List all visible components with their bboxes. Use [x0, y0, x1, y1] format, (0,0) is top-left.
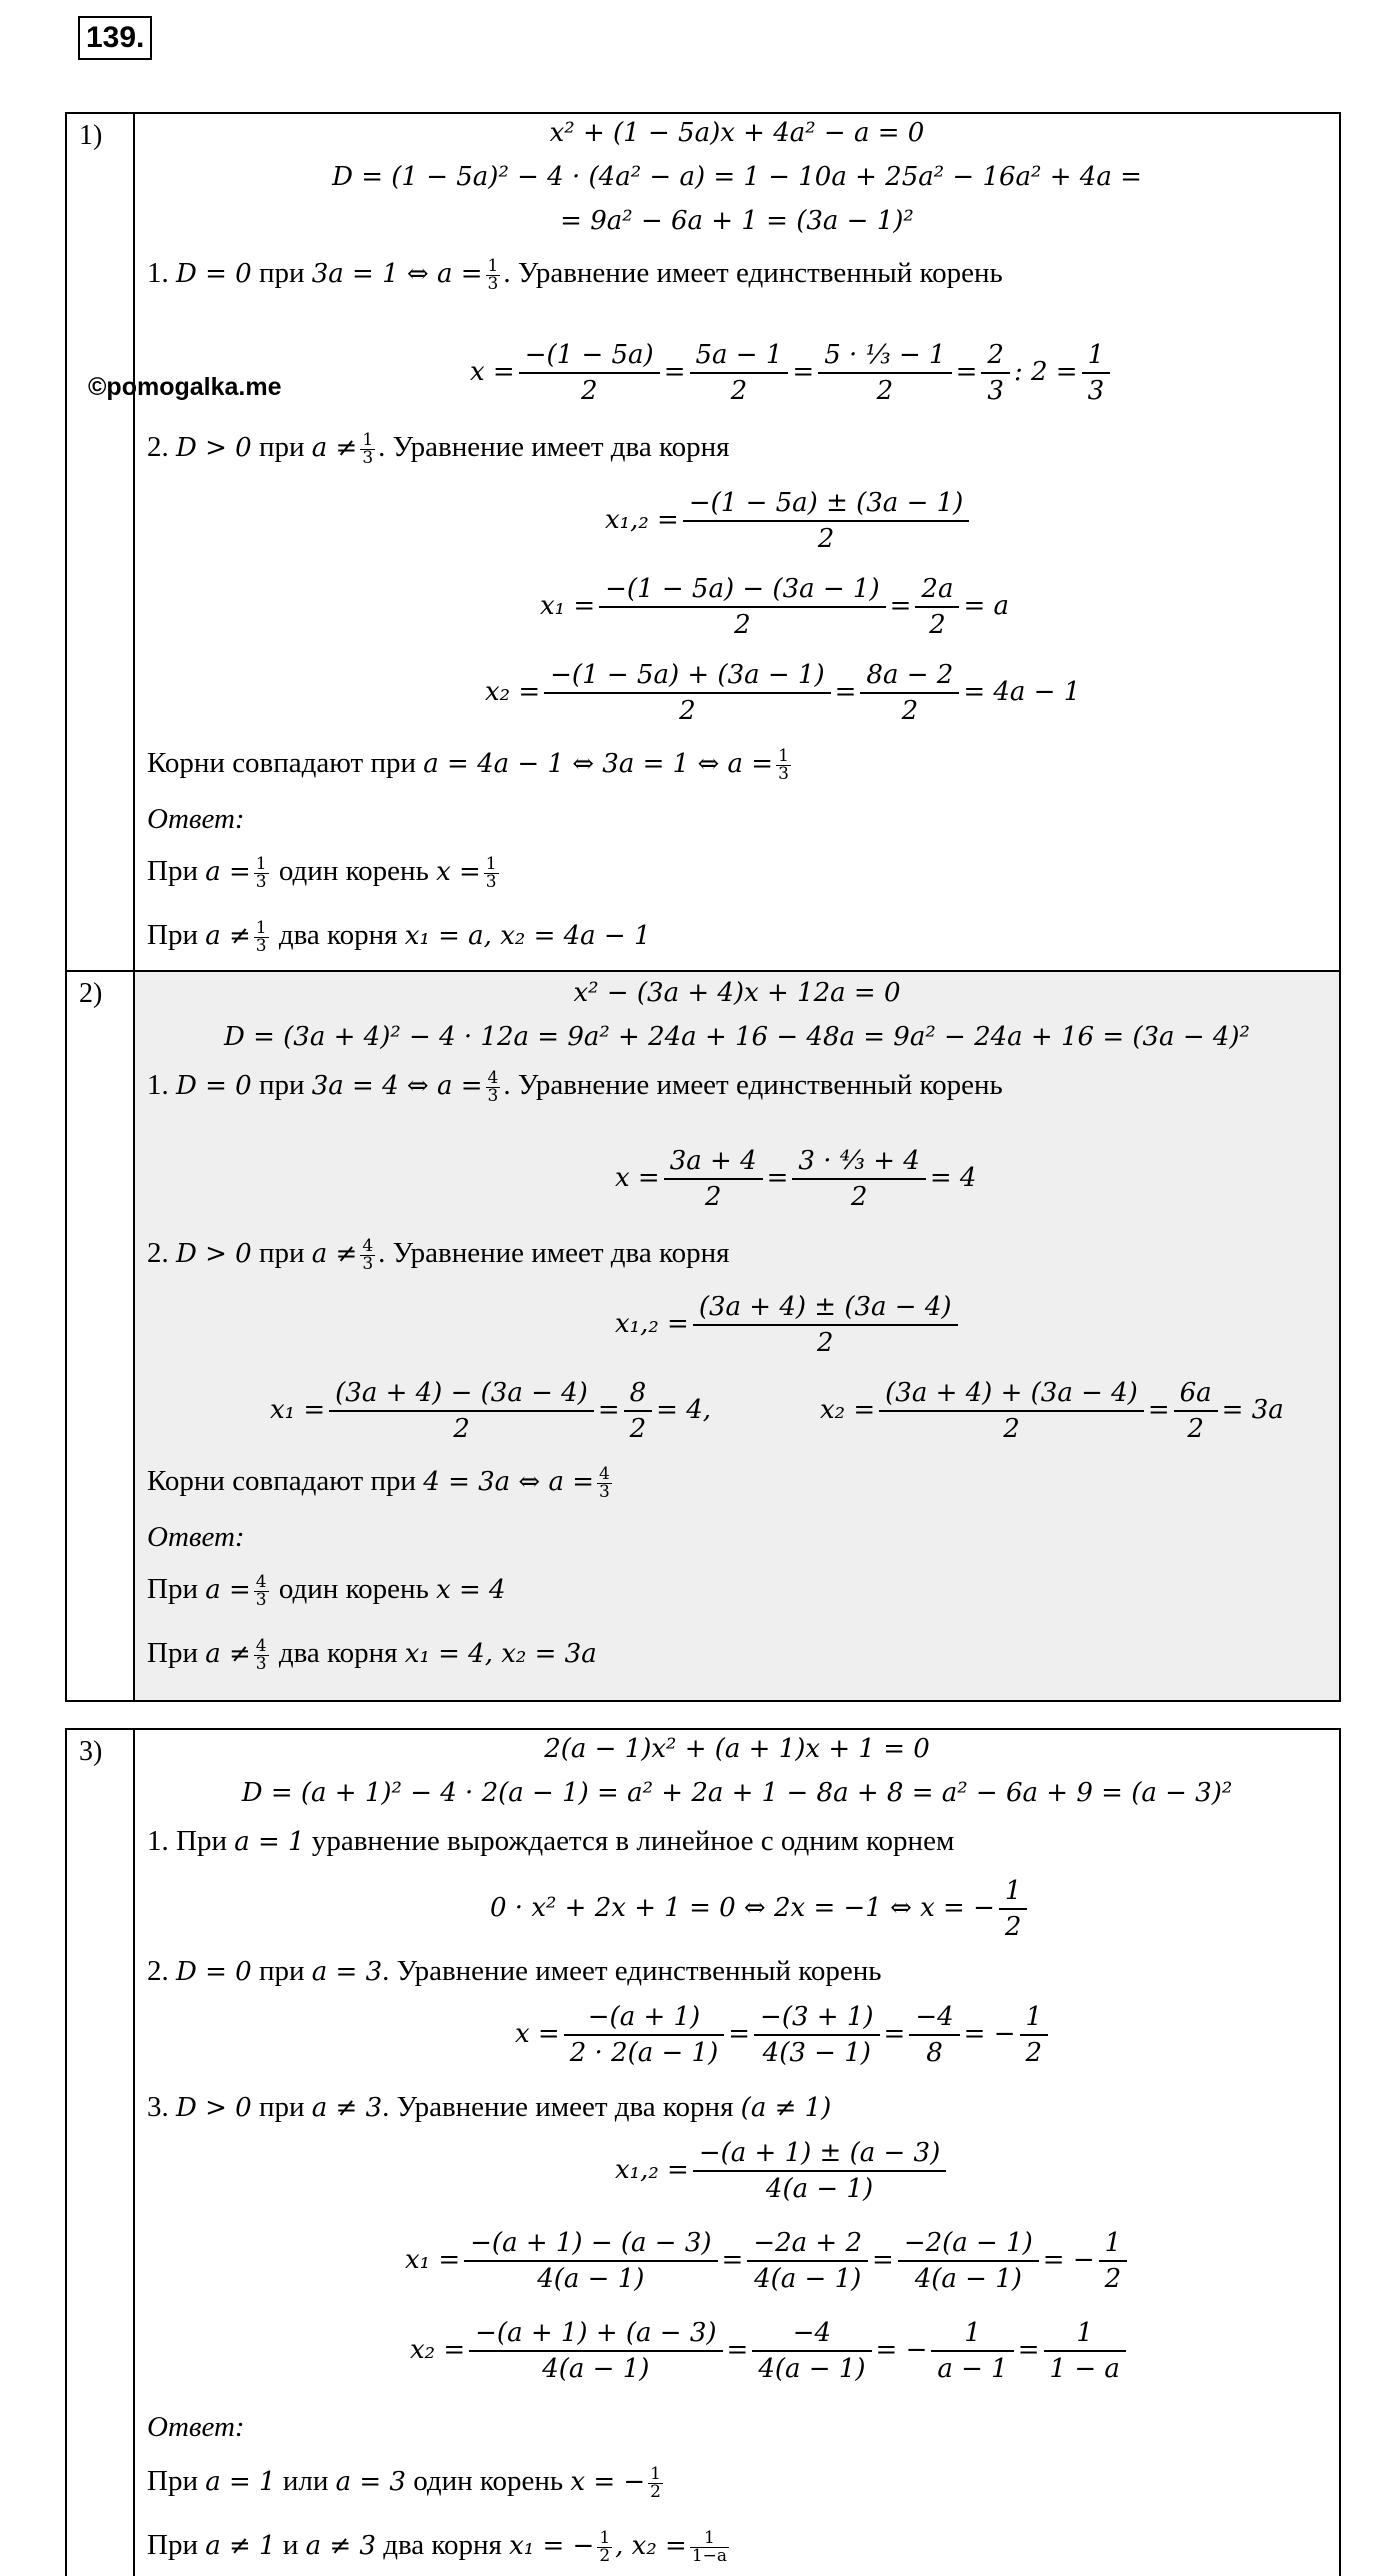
equation: 2(a − 1)x² + (a + 1)x + 1 = 0 [544, 1734, 930, 1764]
block-content [135, 1730, 1339, 2576]
answer-label: Ответ: [147, 803, 245, 835]
root-x1-formula: x₁ = $\frac{-(1 - 5a) - (3a - 1)}{2}$ = $\frac{2a}{2}$ = a [540, 574, 1010, 640]
root-x2-formula: x₂ = $\frac{(3a + 4) + (3a - 4)}{2}$ = $\frac{6a}{2}$ = 3a [820, 1378, 1284, 1444]
root-x1-formula: x₁ = $\frac{-(a + 1) - (a - 3)}{4(a - 1)}$ = $\frac{-2a + 2}{4(a - 1)}$ = $\frac{-2(a - 1)}{4(a - 1)}$ = − $\frac{1}{2}$ [405, 2226, 1131, 2296]
case-1-line: 1. При a = 1 уравнение вырождается в линейное с одним корнем [147, 1825, 955, 1857]
equation: x² − (3a + 4)x + 12a = 0 [573, 978, 901, 1008]
case-3-line: 3. D > 0 при a ≠ 3. Уравнение имеет два корня (a ≠ 1) [147, 2091, 832, 2123]
answer-label: Ответ: [147, 2411, 245, 2443]
block-label: 2) [67, 972, 135, 1700]
problem-number: 139. [78, 16, 152, 60]
single-root-formula: x = $\frac{3a + 4}{2}$ = $\frac{\text{3 · ⁴⁄₃ + 4}}{2}$ = 4 [615, 1146, 977, 1212]
block-content [135, 114, 1339, 970]
root-x1-formula: x₁ = $\frac{(3a + 4) - (3a - 4)}{2}$ = $\frac{8}{2}$ = 4, [270, 1378, 712, 1444]
equation: x² + (1 − 5a)x + 4a² − a = 0 [549, 118, 925, 148]
case-2-line: 2. D = 0 при a = 3. Уравнение имеет единственный корень [147, 1955, 882, 1987]
linear-root-formula: 0 · x² + 2x + 1 = 0 ⇔ 2x = −1 ⇔ x = − $\frac{1}{2}$ [490, 1874, 1031, 1944]
block-label: 3) [67, 1730, 135, 2576]
discriminant-line-2: = 9a² − 6a + 1 = (3a − 1)² [560, 206, 914, 236]
roots-formula: x₁,₂ = $\frac{-(1 - 5a) \pm (3a - 1)}{2}$ [605, 486, 973, 556]
discriminant-line: D = (3a + 4)² − 4 · 12a = 9a² + 24a + 16 − 48a = 9a² − 24a + 16 = (3a − 4)² [224, 1022, 1250, 1052]
root-x2-formula: x₂ = $\frac{-(1 - 5a) + (3a - 1)}{2}$ = $\frac{8a - 2}{2}$ = 4a − 1 [485, 660, 1081, 726]
answer-line-1: При a = 1 или a = 3 один корень x = − $\frac{1}{2}$ [147, 2463, 661, 2502]
case-2-line: 2. D > 0 при a ≠ $\frac{1}{3}$ . Уравнение имеет два корня [147, 429, 730, 468]
single-root-formula: x = $\frac{-(1 - 5a)}{2}$ = $\frac{5a - 1}{2}$ = $\frac{\text{5 · ⅓ − 1}}{2}$ = $\frac{2}{3}$ : 2 = $\frac{1}{3}$ [470, 338, 1114, 408]
answer-line-2: При a ≠ $\frac{4}{3}$ два корня x₁ = 4, x₂ = 3a [147, 1635, 597, 1674]
root-x2-formula: x₂ = $\frac{-(a + 1) + (a - 3)}{4(a - 1)}$ = $\frac{-4}{4(a - 1)}$ = − $\frac{1}{a - 1}$ = $\frac{1}{1 - a}$ [410, 2316, 1130, 2386]
case-1-line: 1. D = 0 при 3a = 4 ⇔ a = $\frac{4}{3}$ . Уравнение имеет единственный корень [147, 1067, 1003, 1106]
discriminant-line: D = (a + 1)² − 4 · 2(a − 1) = a² + 2a + 1 − 8a + 8 = a² − 6a + 9 = (a − 3)² [241, 1778, 1233, 1808]
coincide-line: Корни совпадают при a = 4a − 1 ⇔ 3a = 1 ⇔ a = $\frac{1}{3}$ [147, 745, 789, 784]
answer-line-1: При a = $\frac{4}{3}$ один корень x = 4 [147, 1571, 506, 1610]
solution-block-3 [65, 1728, 1341, 2576]
answer-line-1: При a = $\frac{1}{3}$ один корень x = $\frac{1}{3}$ [147, 853, 497, 892]
answer-line-2: При a ≠ $\frac{1}{3}$ два корня x₁ = a, x₂ = 4a − 1 [147, 917, 651, 956]
roots-formula: x₁,₂ = $\frac{-(a + 1) \pm (a - 3)}{4(a - 1)}$ [615, 2136, 950, 2206]
block-content [135, 972, 1339, 1700]
roots-formula: x₁,₂ = $\frac{(3a + 4) \pm (3a - 4)}{2}$ [615, 1290, 962, 1360]
solution-block-2 [65, 970, 1341, 1702]
answer-line-2: При a ≠ 1 и a ≠ 3 два корня x₁ = − $\frac{1}{2}$ , x₂ = $\frac{1}{1-a}$ [147, 2527, 728, 2566]
case-1-line: 1. D = 0 при 3a = 1 ⇔ a = $\frac{1}{3}$ . Уравнение имеет единственный корень [147, 255, 1003, 294]
discriminant-line-1: D = (1 − 5a)² − 4 · (4a² − a) = 1 − 10a + 25a² − 16a² + 4a = [332, 162, 1142, 192]
answer-label: Ответ: [147, 1521, 245, 1553]
solution-block-1 [65, 112, 1341, 972]
case-2-line: 2. D > 0 при a ≠ $\frac{4}{3}$ . Уравнение имеет два корня [147, 1235, 730, 1274]
coincide-line: Корни совпадают при 4 = 3a ⇔ a = $\frac{4}{3}$ [147, 1463, 610, 1502]
single-root-formula: x = $\frac{-(a + 1)}{2 \cdot 2(a - 1)}$ = $\frac{-(3 + 1)}{4(3 - 1)}$ = $\frac{-4}{8}$ = − $\frac{1}{2}$ [515, 2000, 1052, 2070]
watermark: ©pomogalka.me [88, 373, 282, 401]
block-label: 1) [67, 114, 135, 970]
